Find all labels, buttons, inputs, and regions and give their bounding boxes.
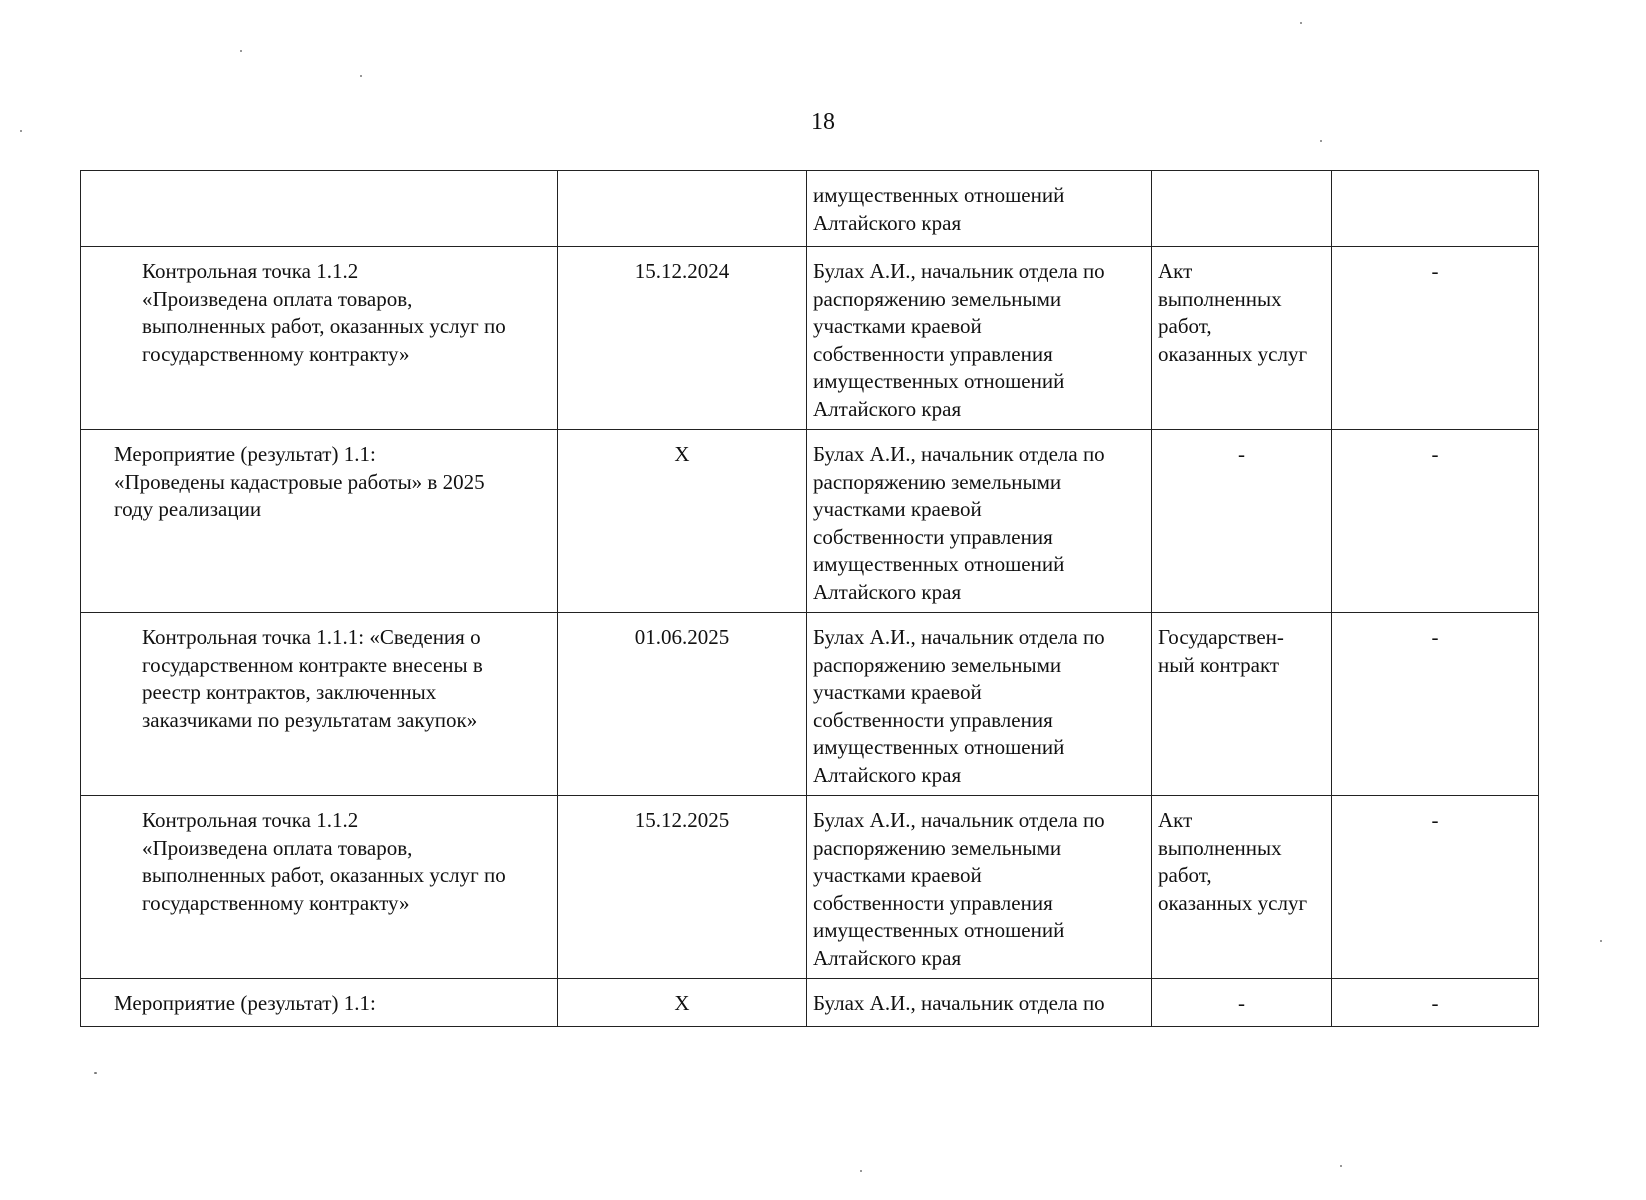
event-title-line: «Проведены кадастровые работы» в 2025 bbox=[114, 469, 485, 494]
row-name-cell bbox=[81, 430, 558, 613]
responsible-line: собственности управления bbox=[813, 524, 1053, 549]
responsible-line: Алтайского края bbox=[813, 945, 962, 970]
checkpoint-title-line: государственному контракту» bbox=[142, 341, 410, 366]
responsible-line: Булах А.И., начальник отдела по bbox=[813, 442, 1105, 466]
document-line: Государствен- bbox=[1158, 625, 1284, 649]
scan-speck bbox=[360, 75, 362, 77]
checkpoint-title-line: государственном контракте внесены в bbox=[142, 652, 483, 677]
deadline-date: 15.12.2024 bbox=[634, 259, 730, 283]
scan-speck bbox=[240, 50, 242, 52]
responsible-line: участками краевой bbox=[813, 863, 982, 887]
document-line: - bbox=[1238, 442, 1245, 466]
checkpoint-title-line: Контрольная точка 1.1.2 bbox=[142, 808, 359, 832]
scan-speck bbox=[1600, 940, 1602, 942]
plan-table bbox=[80, 170, 1539, 1027]
responsible-line: собственности управления bbox=[813, 341, 1053, 366]
responsible-line: распоряжению земельными bbox=[813, 469, 1062, 494]
row-name-cell bbox=[81, 171, 558, 247]
deadline-date: X bbox=[674, 442, 690, 466]
date-cell bbox=[558, 613, 807, 796]
document-cell bbox=[1152, 979, 1332, 1027]
note-value: - bbox=[1431, 259, 1439, 283]
checkpoint-title-line: Контрольная точка 1.1.2 bbox=[142, 259, 359, 283]
scan-speck bbox=[1340, 1165, 1342, 1167]
document-line: оказанных услуг bbox=[1158, 341, 1308, 366]
responsible-line: распоряжению земельными bbox=[813, 835, 1062, 860]
note-value: - bbox=[1431, 808, 1439, 832]
checkpoint-title-line: выполненных работ, оказанных услуг по bbox=[142, 863, 506, 887]
scan-speck bbox=[20, 130, 22, 132]
deadline-date: 01.06.2025 bbox=[634, 625, 730, 649]
document-cell bbox=[1152, 796, 1332, 979]
note-value: - bbox=[1431, 991, 1439, 1015]
responsible-cell bbox=[807, 796, 1152, 979]
event-title-line: Мероприятие (результат) 1.1: bbox=[114, 442, 376, 466]
responsible-line: Булах А.И., начальник отдела по bbox=[813, 808, 1105, 832]
responsible-line: Алтайского края bbox=[813, 762, 962, 787]
document-cell bbox=[1152, 247, 1332, 430]
table-row bbox=[81, 247, 1539, 430]
responsible-line: имущественных отношений bbox=[813, 552, 1065, 576]
responsible-line: Алтайского края bbox=[813, 579, 962, 604]
document-line: выполненных bbox=[1158, 835, 1282, 860]
responsible-line: имущественных отношений bbox=[813, 369, 1065, 393]
row-name-cell bbox=[81, 979, 558, 1027]
plan-table-body bbox=[81, 171, 1539, 1027]
document-cell bbox=[1152, 430, 1332, 613]
checkpoint-title-line: государственному контракту» bbox=[142, 890, 410, 915]
table-row bbox=[81, 796, 1539, 979]
scan-speck bbox=[94, 1072, 97, 1074]
checkpoint-title-line: заказчиками по результатам закупок» bbox=[142, 707, 478, 732]
responsible-line: Булах А.И., начальник отдела по bbox=[813, 991, 1105, 1015]
responsible-line: Алтайского края bbox=[813, 210, 962, 235]
responsible-cell bbox=[807, 430, 1152, 613]
document-line: Акт bbox=[1158, 808, 1193, 832]
scan-speck bbox=[1300, 22, 1302, 24]
row-name-cell bbox=[81, 796, 558, 979]
responsible-line: имущественных отношений bbox=[813, 918, 1065, 942]
scan-speck bbox=[1320, 140, 1322, 142]
responsible-line: Алтайского края bbox=[813, 396, 962, 421]
responsible-line: собственности управления bbox=[813, 707, 1053, 732]
responsible-cell bbox=[807, 613, 1152, 796]
checkpoint-title-line: Контрольная точка 1.1.1: «Сведения о bbox=[142, 625, 481, 649]
responsible-line: распоряжению земельными bbox=[813, 286, 1062, 311]
responsible-cell bbox=[807, 247, 1152, 430]
checkpoint-title-line: «Произведена оплата товаров, bbox=[142, 835, 413, 860]
note-cell bbox=[1332, 247, 1539, 430]
note-value: - bbox=[1431, 442, 1439, 466]
responsible-line: участками краевой bbox=[813, 314, 982, 338]
table-row bbox=[81, 171, 1539, 247]
document-line: работ, bbox=[1158, 863, 1212, 887]
document-line: Акт bbox=[1158, 259, 1193, 283]
table-row bbox=[81, 613, 1539, 796]
page-number: 18 bbox=[811, 109, 835, 135]
responsible-line: имущественных отношений bbox=[813, 735, 1065, 759]
deadline-date: X bbox=[674, 991, 690, 1015]
document-line: оказанных услуг bbox=[1158, 890, 1308, 915]
document-line: выполненных bbox=[1158, 286, 1282, 311]
responsible-line: участками краевой bbox=[813, 497, 982, 521]
checkpoint-title-line: выполненных работ, оказанных услуг по bbox=[142, 314, 506, 338]
date-cell bbox=[558, 979, 807, 1027]
date-cell bbox=[558, 247, 807, 430]
note-cell bbox=[1332, 171, 1539, 247]
table-row bbox=[81, 979, 1539, 1027]
document-cell bbox=[1152, 613, 1332, 796]
responsible-line: имущественных отношений bbox=[813, 183, 1065, 207]
event-title-line: году реализации bbox=[114, 497, 262, 521]
note-cell bbox=[1332, 430, 1539, 613]
document-line: ный контракт bbox=[1158, 652, 1280, 677]
note-cell bbox=[1332, 796, 1539, 979]
responsible-line: собственности управления bbox=[813, 890, 1053, 915]
note-value: - bbox=[1431, 625, 1439, 649]
responsible-cell bbox=[807, 979, 1152, 1027]
table-row bbox=[81, 430, 1539, 613]
document-cell bbox=[1152, 171, 1332, 247]
date-cell bbox=[558, 171, 807, 247]
event-title-line: Мероприятие (результат) 1.1: bbox=[114, 991, 376, 1015]
date-cell bbox=[558, 430, 807, 613]
responsible-line: распоряжению земельными bbox=[813, 652, 1062, 677]
checkpoint-title-line: «Произведена оплата товаров, bbox=[142, 286, 413, 311]
document-line: работ, bbox=[1158, 314, 1212, 338]
responsible-line: участками краевой bbox=[813, 680, 982, 704]
date-cell bbox=[558, 796, 807, 979]
responsible-cell bbox=[807, 171, 1152, 247]
row-name-cell bbox=[81, 613, 558, 796]
deadline-date: 15.12.2025 bbox=[634, 808, 730, 832]
responsible-line: Булах А.И., начальник отдела по bbox=[813, 259, 1105, 283]
checkpoint-title-line: реестр контрактов, заключенных bbox=[142, 680, 437, 704]
note-cell bbox=[1332, 613, 1539, 796]
row-name-cell bbox=[81, 247, 558, 430]
responsible-line: Булах А.И., начальник отдела по bbox=[813, 625, 1105, 649]
note-cell bbox=[1332, 979, 1539, 1027]
scan-speck bbox=[860, 1170, 862, 1172]
document-line: - bbox=[1238, 991, 1245, 1015]
